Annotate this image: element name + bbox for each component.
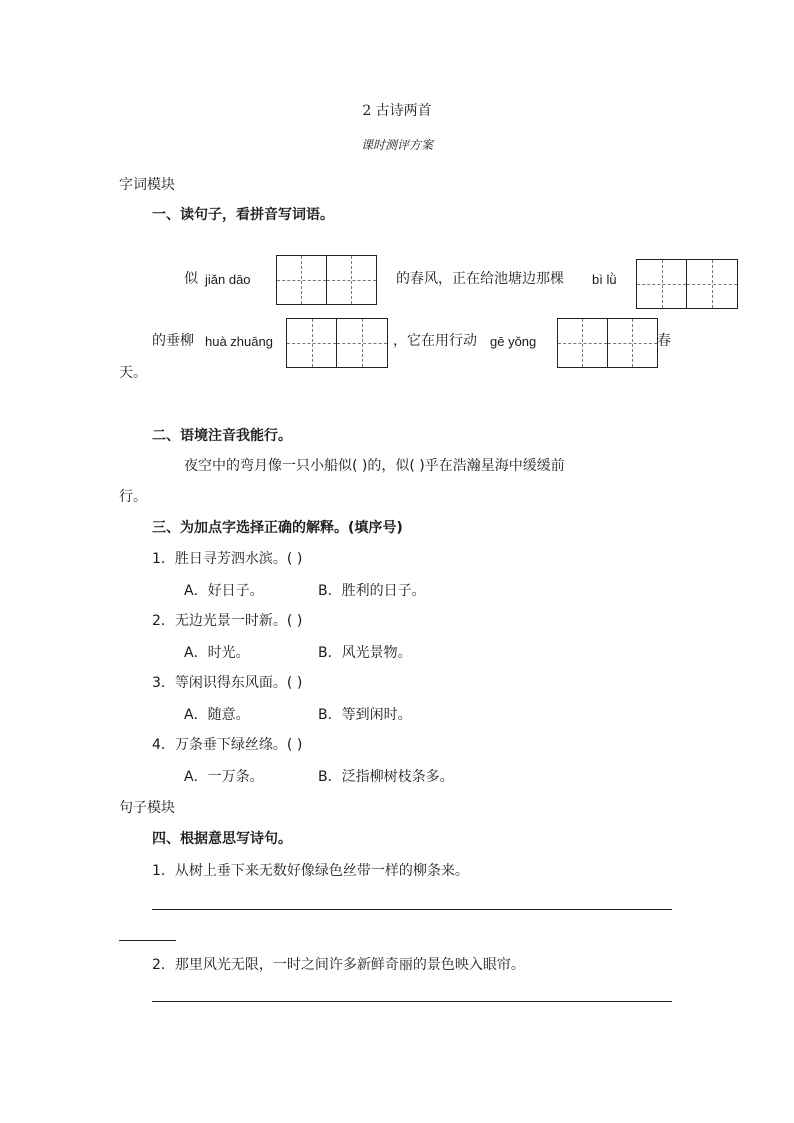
grid-cell[interactable] xyxy=(558,319,608,367)
q1-text-6: 天。 xyxy=(119,365,147,381)
q3-item-3-question: 3．等闲识得东风面。( ) xyxy=(152,675,303,691)
q1-text-3: 的垂柳 xyxy=(152,333,194,349)
q1-title: 一、读句子，看拼音写词语。 xyxy=(152,207,334,223)
q3-item-2-option-a: A．时光。 xyxy=(184,645,250,661)
q1-text-2: 的春风，正在给池塘边那棵 xyxy=(396,271,564,287)
section-heading-sentences: 句子模块 xyxy=(119,800,175,816)
q4-title: 四、根据意思写诗句。 xyxy=(152,831,292,847)
grid-cell[interactable] xyxy=(327,256,377,304)
lesson-title: 2 古诗两首 xyxy=(362,103,432,119)
q3-item-1-question: 1．胜日寻芳泗水滨。( ) xyxy=(152,551,303,567)
q3-item-3-option-b: B．等到闲时。 xyxy=(318,707,412,723)
writing-grid-jiandao[interactable] xyxy=(276,255,377,305)
q1-text-5: 春 xyxy=(657,333,671,349)
q1-text-4: ，它在用行动 xyxy=(393,333,477,349)
q3-title: 三、为加点字选择正确的解释。(填序号) xyxy=(152,520,403,536)
q3-item-4-option-a: A．一万条。 xyxy=(184,769,264,785)
q2-title: 二、语境注音我能行。 xyxy=(152,428,292,444)
q3-item-1-option-a: A．好日子。 xyxy=(184,583,264,599)
q3-item-4-option-b: B．泛指柳树枝条多。 xyxy=(318,769,454,785)
q3-item-2-question: 2．无边光景一时新。( ) xyxy=(152,613,303,629)
q2-line-2: 行。 xyxy=(119,489,147,505)
answer-line-1-continued[interactable] xyxy=(119,940,176,941)
q1-text-1: 似 xyxy=(184,271,198,287)
q3-item-3-option-a: A．随意。 xyxy=(184,707,250,723)
q3-item-1-option-b: B．胜利的日子。 xyxy=(318,583,426,599)
section-heading-words: 字词模块 xyxy=(119,177,175,193)
q4-item-1: 1．从树上垂下来无数好像绿色丝带一样的柳条来。 xyxy=(152,863,469,879)
pinyin-huazhuang: huà zhuāng xyxy=(205,334,273,349)
grid-cell[interactable] xyxy=(287,319,337,367)
grid-cell[interactable] xyxy=(337,319,387,367)
grid-cell[interactable] xyxy=(608,319,658,367)
grid-cell[interactable] xyxy=(687,260,737,308)
answer-line-1[interactable] xyxy=(152,909,672,910)
subtitle: 课时测评方案 xyxy=(360,138,433,152)
q3-item-2-option-b: B．风光景物。 xyxy=(318,645,412,661)
answer-line-2[interactable] xyxy=(152,1001,672,1002)
grid-cell[interactable] xyxy=(637,260,687,308)
q3-item-4-question: 4．万条垂下绿丝绦。( ) xyxy=(152,737,303,753)
writing-grid-bilu[interactable] xyxy=(636,259,738,309)
pinyin-jiandao: jiǎn dāo xyxy=(205,272,251,287)
grid-cell[interactable] xyxy=(277,256,327,304)
writing-grid-geyong[interactable] xyxy=(557,318,658,368)
pinyin-bilu: bì lǜ xyxy=(592,272,617,287)
q2-line-1: 夜空中的弯月像一只小船似( )的，似( )乎在浩瀚星海中缓缓前 xyxy=(184,458,565,474)
q4-item-2: 2．那里风光无限，一时之间许多新鲜奇丽的景色映入眼帘。 xyxy=(152,957,525,973)
pinyin-geyong: gē yǒng xyxy=(490,334,537,349)
writing-grid-huazhuang[interactable] xyxy=(286,318,388,368)
